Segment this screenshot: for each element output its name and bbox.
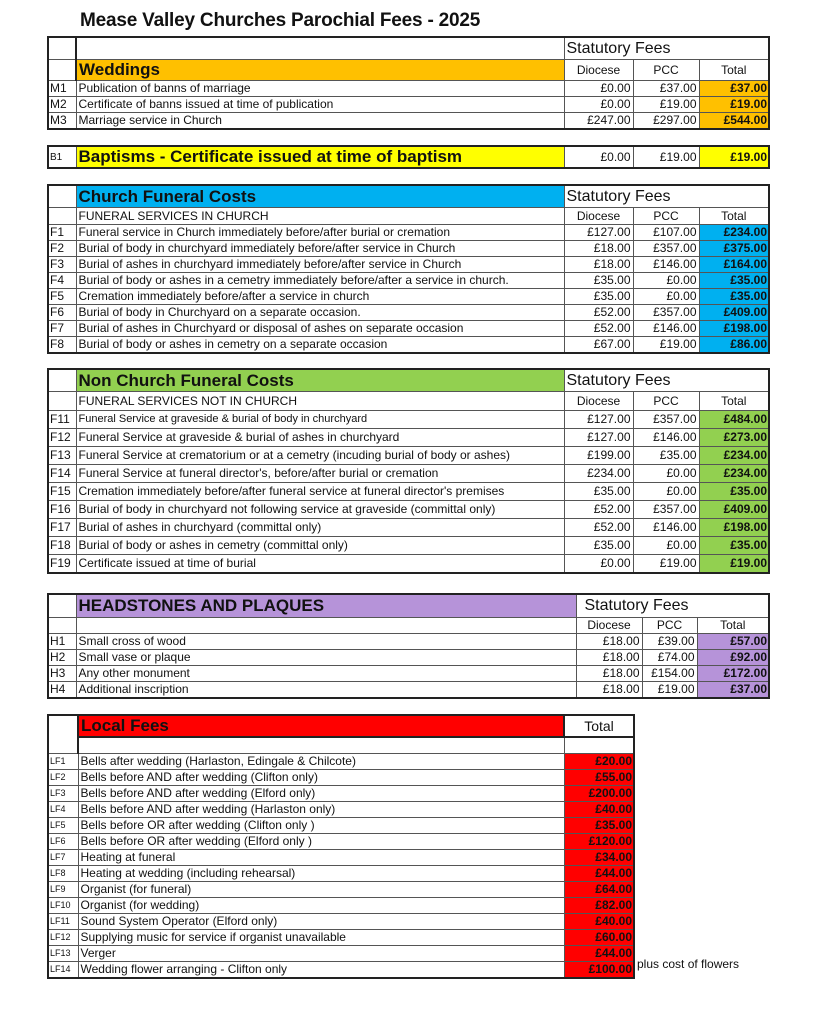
table-row bbox=[48, 682, 769, 699]
diocese-fee: £35.00 bbox=[564, 289, 633, 305]
table-row bbox=[48, 501, 769, 519]
row-description: Bells before AND after wedding (Harlaston only) bbox=[78, 802, 564, 818]
total-fee: £86.00 bbox=[699, 337, 769, 354]
row-code: H2 bbox=[48, 650, 76, 666]
total-fee: £35.00 bbox=[699, 273, 769, 289]
diocese-fee: £35.00 bbox=[564, 273, 633, 289]
pcc-fee: £357.00 bbox=[633, 501, 699, 519]
row-description: Sound System Operator (Elford only) bbox=[78, 914, 564, 930]
row-code: F5 bbox=[48, 289, 76, 305]
row-code: LF10 bbox=[48, 898, 78, 914]
row-code: F16 bbox=[48, 501, 76, 519]
table-row bbox=[48, 537, 769, 555]
row-description: Organist (for funeral) bbox=[78, 882, 564, 898]
table-row bbox=[48, 429, 769, 447]
table-row bbox=[48, 786, 634, 802]
diocese-fee: £18.00 bbox=[576, 634, 642, 650]
total-fee: £35.00 bbox=[564, 818, 634, 834]
row-description: Verger bbox=[78, 946, 564, 962]
row-description: Funeral Service at graveside & burial of ashes in churchyard bbox=[76, 429, 564, 447]
table-row bbox=[48, 411, 769, 429]
row-description: Heating at wedding (including rehearsal) bbox=[78, 866, 564, 882]
table-row bbox=[48, 97, 769, 113]
total-fee: £35.00 bbox=[699, 537, 769, 555]
total-fee: £57.00 bbox=[697, 634, 769, 650]
row-code: LF8 bbox=[48, 866, 78, 882]
row-code: LF11 bbox=[48, 914, 78, 930]
row-code: F19 bbox=[48, 555, 76, 574]
row-description: Burial of ashes in churchyard immediately before/after service in Church bbox=[76, 257, 564, 273]
flowers-note: plus cost of flowers bbox=[637, 957, 740, 971]
row-description: Burial of ashes in churchyard (committal only) bbox=[76, 519, 564, 537]
table-row bbox=[48, 81, 769, 97]
row-code: LF4 bbox=[48, 802, 78, 818]
total-fee: £64.00 bbox=[564, 882, 634, 898]
col-header-pcc: PCC bbox=[642, 618, 697, 634]
total-fee: £35.00 bbox=[699, 483, 769, 501]
total-fee: £409.00 bbox=[699, 501, 769, 519]
total-fee: £20.00 bbox=[564, 754, 634, 770]
row-description: Small vase or plaque bbox=[76, 650, 576, 666]
col-header-diocese: Diocese bbox=[564, 208, 633, 225]
col-header-total: Total bbox=[699, 60, 769, 81]
pcc-fee: £19.00 bbox=[633, 337, 699, 354]
statutory-fees-header: Statutory Fees bbox=[564, 37, 769, 60]
table-row bbox=[48, 898, 634, 914]
row-description: Burial of ashes in Churchyard or disposal of ashes on separate occasion bbox=[76, 321, 564, 337]
row-description: Funeral Service at graveside & burial of body in churchyard bbox=[76, 411, 564, 429]
baptisms-table bbox=[47, 145, 770, 169]
pcc-fee: £297.00 bbox=[633, 113, 699, 130]
table-row bbox=[48, 914, 634, 930]
total-fee: £92.00 bbox=[697, 650, 769, 666]
total-fee: £234.00 bbox=[699, 465, 769, 483]
row-description: Organist (for wedding) bbox=[78, 898, 564, 914]
row-code: F1 bbox=[48, 225, 76, 241]
diocese-fee: £18.00 bbox=[576, 666, 642, 682]
total-fee: £200.00 bbox=[564, 786, 634, 802]
row-code: LF1 bbox=[48, 754, 78, 770]
pcc-fee: £0.00 bbox=[633, 483, 699, 501]
table-row bbox=[48, 930, 634, 946]
row-code: F15 bbox=[48, 483, 76, 501]
diocese-fee: £0.00 bbox=[564, 97, 633, 113]
total-fee: £19.00 bbox=[699, 555, 769, 574]
pcc-fee: £146.00 bbox=[633, 429, 699, 447]
table-row bbox=[48, 946, 634, 962]
diocese-fee: £52.00 bbox=[564, 501, 633, 519]
total-fee: £19.00 bbox=[699, 97, 769, 113]
total-fee: £409.00 bbox=[699, 305, 769, 321]
total-fee: £34.00 bbox=[564, 850, 634, 866]
pcc-fee: £74.00 bbox=[642, 650, 697, 666]
row-description: Any other monument bbox=[76, 666, 576, 682]
table-row bbox=[48, 305, 769, 321]
col-header-total: Total bbox=[697, 618, 769, 634]
row-description: Heating at funeral bbox=[78, 850, 564, 866]
diocese-fee: £52.00 bbox=[564, 519, 633, 537]
table-row bbox=[48, 257, 769, 273]
total-fee: £55.00 bbox=[564, 770, 634, 786]
row-code: B1 bbox=[48, 146, 76, 168]
row-description: Funeral Service at crematorium or at a cemetry (incuding burial of body or ashes) bbox=[76, 447, 564, 465]
row-code: F6 bbox=[48, 305, 76, 321]
row-code: F12 bbox=[48, 429, 76, 447]
pcc-fee: £154.00 bbox=[642, 666, 697, 682]
table-row bbox=[48, 634, 769, 650]
row-description: Burial of body in Churchyard on a separate occasion. bbox=[76, 305, 564, 321]
pcc-fee: £35.00 bbox=[633, 447, 699, 465]
table-row bbox=[48, 754, 634, 770]
row-code: LF3 bbox=[48, 786, 78, 802]
total-fee: £120.00 bbox=[564, 834, 634, 850]
pcc-fee: £357.00 bbox=[633, 305, 699, 321]
total-fee: £172.00 bbox=[697, 666, 769, 682]
row-description: Additional inscription bbox=[76, 682, 576, 699]
pcc-fee: £146.00 bbox=[633, 257, 699, 273]
total-fee: £44.00 bbox=[564, 866, 634, 882]
row-description: Burial of body in churchyard not following service at graveside (committal only) bbox=[76, 501, 564, 519]
table-row bbox=[48, 519, 769, 537]
col-header-diocese: Diocese bbox=[564, 392, 633, 411]
section-subheading: FUNERAL SERVICES IN CHURCH bbox=[76, 208, 564, 225]
row-description: Publication of banns of marriage bbox=[76, 81, 564, 97]
row-code: F4 bbox=[48, 273, 76, 289]
pcc-fee: £146.00 bbox=[633, 519, 699, 537]
col-header-total: Total bbox=[564, 715, 634, 737]
pcc-fee: £357.00 bbox=[633, 411, 699, 429]
diocese-fee: £18.00 bbox=[576, 650, 642, 666]
row-code: LF12 bbox=[48, 930, 78, 946]
table-row bbox=[48, 834, 634, 850]
table-row bbox=[48, 337, 769, 354]
row-code: LF7 bbox=[48, 850, 78, 866]
row-description: Bells before OR after wedding (Elford only ) bbox=[78, 834, 564, 850]
diocese-fee: £67.00 bbox=[564, 337, 633, 354]
pcc-fee: £37.00 bbox=[633, 81, 699, 97]
col-header-diocese: Diocese bbox=[576, 618, 642, 634]
section-heading-weddings: Weddings bbox=[76, 60, 564, 81]
local-fees-table bbox=[47, 714, 635, 979]
statutory-fees-header: Statutory Fees bbox=[564, 369, 769, 392]
row-code: LF5 bbox=[48, 818, 78, 834]
table-row bbox=[48, 850, 634, 866]
diocese-fee: £127.00 bbox=[564, 411, 633, 429]
total-fee: £82.00 bbox=[564, 898, 634, 914]
col-header-pcc: PCC bbox=[633, 392, 699, 411]
section-heading-church-funeral: Church Funeral Costs bbox=[76, 185, 564, 208]
table-row bbox=[48, 866, 634, 882]
diocese-fee: £234.00 bbox=[564, 465, 633, 483]
diocese-fee: £18.00 bbox=[576, 682, 642, 699]
table-row bbox=[48, 321, 769, 337]
row-code: F18 bbox=[48, 537, 76, 555]
row-description: Bells before AND after wedding (Clifton only) bbox=[78, 770, 564, 786]
table-row bbox=[48, 802, 634, 818]
diocese-fee: £127.00 bbox=[564, 429, 633, 447]
diocese-fee: £52.00 bbox=[564, 321, 633, 337]
pcc-fee: £0.00 bbox=[633, 289, 699, 305]
table-row bbox=[48, 113, 769, 130]
total-fee: £544.00 bbox=[699, 113, 769, 130]
table-row bbox=[48, 225, 769, 241]
pcc-fee: £107.00 bbox=[633, 225, 699, 241]
row-code: LF14 bbox=[48, 962, 78, 979]
row-description: Small cross of wood bbox=[76, 634, 576, 650]
row-description: Cremation immediately before/after funeral service at funeral director's premises bbox=[76, 483, 564, 501]
diocese-fee: £18.00 bbox=[564, 241, 633, 257]
section-heading-non-church-funeral: Non Church Funeral Costs bbox=[76, 369, 564, 392]
pcc-fee: £0.00 bbox=[633, 537, 699, 555]
pcc-fee: £39.00 bbox=[642, 634, 697, 650]
non-church-funeral-table bbox=[47, 368, 770, 574]
row-description: Bells before OR after wedding (Clifton only ) bbox=[78, 818, 564, 834]
row-code: F17 bbox=[48, 519, 76, 537]
total-fee: £19.00 bbox=[699, 146, 769, 168]
row-description: Cremation immediately before/after a service in church bbox=[76, 289, 564, 305]
table-row bbox=[48, 146, 769, 168]
church-funeral-table bbox=[47, 184, 770, 354]
row-code: F3 bbox=[48, 257, 76, 273]
pcc-fee: £19.00 bbox=[642, 682, 697, 699]
diocese-fee: £0.00 bbox=[564, 146, 633, 168]
table-row bbox=[48, 273, 769, 289]
table-row bbox=[48, 447, 769, 465]
row-code: F8 bbox=[48, 337, 76, 354]
row-code: F2 bbox=[48, 241, 76, 257]
row-description: Burial of body in churchyard immediately before/after service in Church bbox=[76, 241, 564, 257]
row-code: LF2 bbox=[48, 770, 78, 786]
table-row bbox=[48, 818, 634, 834]
diocese-fee: £18.00 bbox=[564, 257, 633, 273]
row-code: M1 bbox=[48, 81, 76, 97]
row-code: H3 bbox=[48, 666, 76, 682]
total-fee: £40.00 bbox=[564, 914, 634, 930]
section-heading-local-fees: Local Fees bbox=[78, 715, 564, 737]
total-fee: £44.00 bbox=[564, 946, 634, 962]
row-code: H4 bbox=[48, 682, 76, 699]
total-fee: £375.00 bbox=[699, 241, 769, 257]
row-description: Marriage service in Church bbox=[76, 113, 564, 130]
row-code: H1 bbox=[48, 634, 76, 650]
pcc-fee: £0.00 bbox=[633, 465, 699, 483]
headstones-table bbox=[47, 593, 770, 699]
col-header-pcc: PCC bbox=[633, 60, 699, 81]
row-description: Certificate issued at time of burial bbox=[76, 555, 564, 574]
total-fee: £198.00 bbox=[699, 519, 769, 537]
total-fee: £273.00 bbox=[699, 429, 769, 447]
row-description: Wedding flower arranging - Clifton only bbox=[78, 962, 564, 979]
section-heading-baptisms: Baptisms - Certificate issued at time of baptism bbox=[76, 146, 564, 168]
section-subheading: FUNERAL SERVICES NOT IN CHURCH bbox=[76, 392, 564, 411]
total-fee: £60.00 bbox=[564, 930, 634, 946]
pcc-fee: £146.00 bbox=[633, 321, 699, 337]
row-description: Supplying music for service if organist unavailable bbox=[78, 930, 564, 946]
diocese-fee: £35.00 bbox=[564, 483, 633, 501]
row-code: LF13 bbox=[48, 946, 78, 962]
total-fee: £484.00 bbox=[699, 411, 769, 429]
statutory-fees-header: Statutory Fees bbox=[576, 594, 769, 618]
total-fee: £37.00 bbox=[699, 81, 769, 97]
col-header-pcc: PCC bbox=[633, 208, 699, 225]
table-row bbox=[48, 882, 634, 898]
pcc-fee: £357.00 bbox=[633, 241, 699, 257]
table-row bbox=[48, 241, 769, 257]
total-fee: £100.00 bbox=[564, 962, 634, 979]
total-fee: £234.00 bbox=[699, 225, 769, 241]
row-code: F7 bbox=[48, 321, 76, 337]
diocese-fee: £0.00 bbox=[564, 555, 633, 574]
diocese-fee: £35.00 bbox=[564, 537, 633, 555]
row-description: Certificate of banns issued at time of publication bbox=[76, 97, 564, 113]
row-code: F13 bbox=[48, 447, 76, 465]
weddings-table bbox=[47, 36, 770, 130]
row-description: Bells after wedding (Harlaston, Edingale & Chilcote) bbox=[78, 754, 564, 770]
table-row bbox=[48, 770, 634, 786]
table-row bbox=[48, 650, 769, 666]
table-row bbox=[48, 465, 769, 483]
table-row bbox=[48, 962, 634, 979]
row-code: F14 bbox=[48, 465, 76, 483]
row-description: Funeral Service at funeral director's, before/after burial or cremation bbox=[76, 465, 564, 483]
total-fee: £164.00 bbox=[699, 257, 769, 273]
row-code: M3 bbox=[48, 113, 76, 130]
row-description: Burial of body or ashes in cemetry (committal only) bbox=[76, 537, 564, 555]
total-fee: £234.00 bbox=[699, 447, 769, 465]
table-row bbox=[48, 555, 769, 574]
table-row bbox=[48, 289, 769, 305]
page-title: Mease Valley Churches Parochial Fees - 2025 bbox=[80, 10, 481, 31]
row-code: F11 bbox=[48, 411, 76, 429]
total-fee: £40.00 bbox=[564, 802, 634, 818]
row-description: Funeral service in Church immediately before/after burial or cremation bbox=[76, 225, 564, 241]
row-description: Burial of body or ashes in a cemetry immediately before/after a service in church. bbox=[76, 273, 564, 289]
diocese-fee: £247.00 bbox=[564, 113, 633, 130]
diocese-fee: £52.00 bbox=[564, 305, 633, 321]
diocese-fee: £0.00 bbox=[564, 81, 633, 97]
col-header-diocese: Diocese bbox=[564, 60, 633, 81]
section-heading-headstones: HEADSTONES AND PLAQUES bbox=[76, 594, 576, 618]
col-header-total: Total bbox=[699, 208, 769, 225]
table-row bbox=[48, 666, 769, 682]
row-code: LF9 bbox=[48, 882, 78, 898]
total-fee: £35.00 bbox=[699, 289, 769, 305]
row-code: M2 bbox=[48, 97, 76, 113]
total-fee: £198.00 bbox=[699, 321, 769, 337]
col-header-total: Total bbox=[699, 392, 769, 411]
pcc-fee: £19.00 bbox=[633, 555, 699, 574]
diocese-fee: £127.00 bbox=[564, 225, 633, 241]
row-code: LF6 bbox=[48, 834, 78, 850]
table-row bbox=[48, 483, 769, 501]
pcc-fee: £19.00 bbox=[633, 146, 699, 168]
total-fee: £37.00 bbox=[697, 682, 769, 699]
row-description: Bells before AND after wedding (Elford only) bbox=[78, 786, 564, 802]
diocese-fee: £199.00 bbox=[564, 447, 633, 465]
row-description: Burial of body or ashes in cemetry on a separate occasion bbox=[76, 337, 564, 354]
statutory-fees-header: Statutory Fees bbox=[564, 185, 769, 208]
pcc-fee: £19.00 bbox=[633, 97, 699, 113]
pcc-fee: £0.00 bbox=[633, 273, 699, 289]
